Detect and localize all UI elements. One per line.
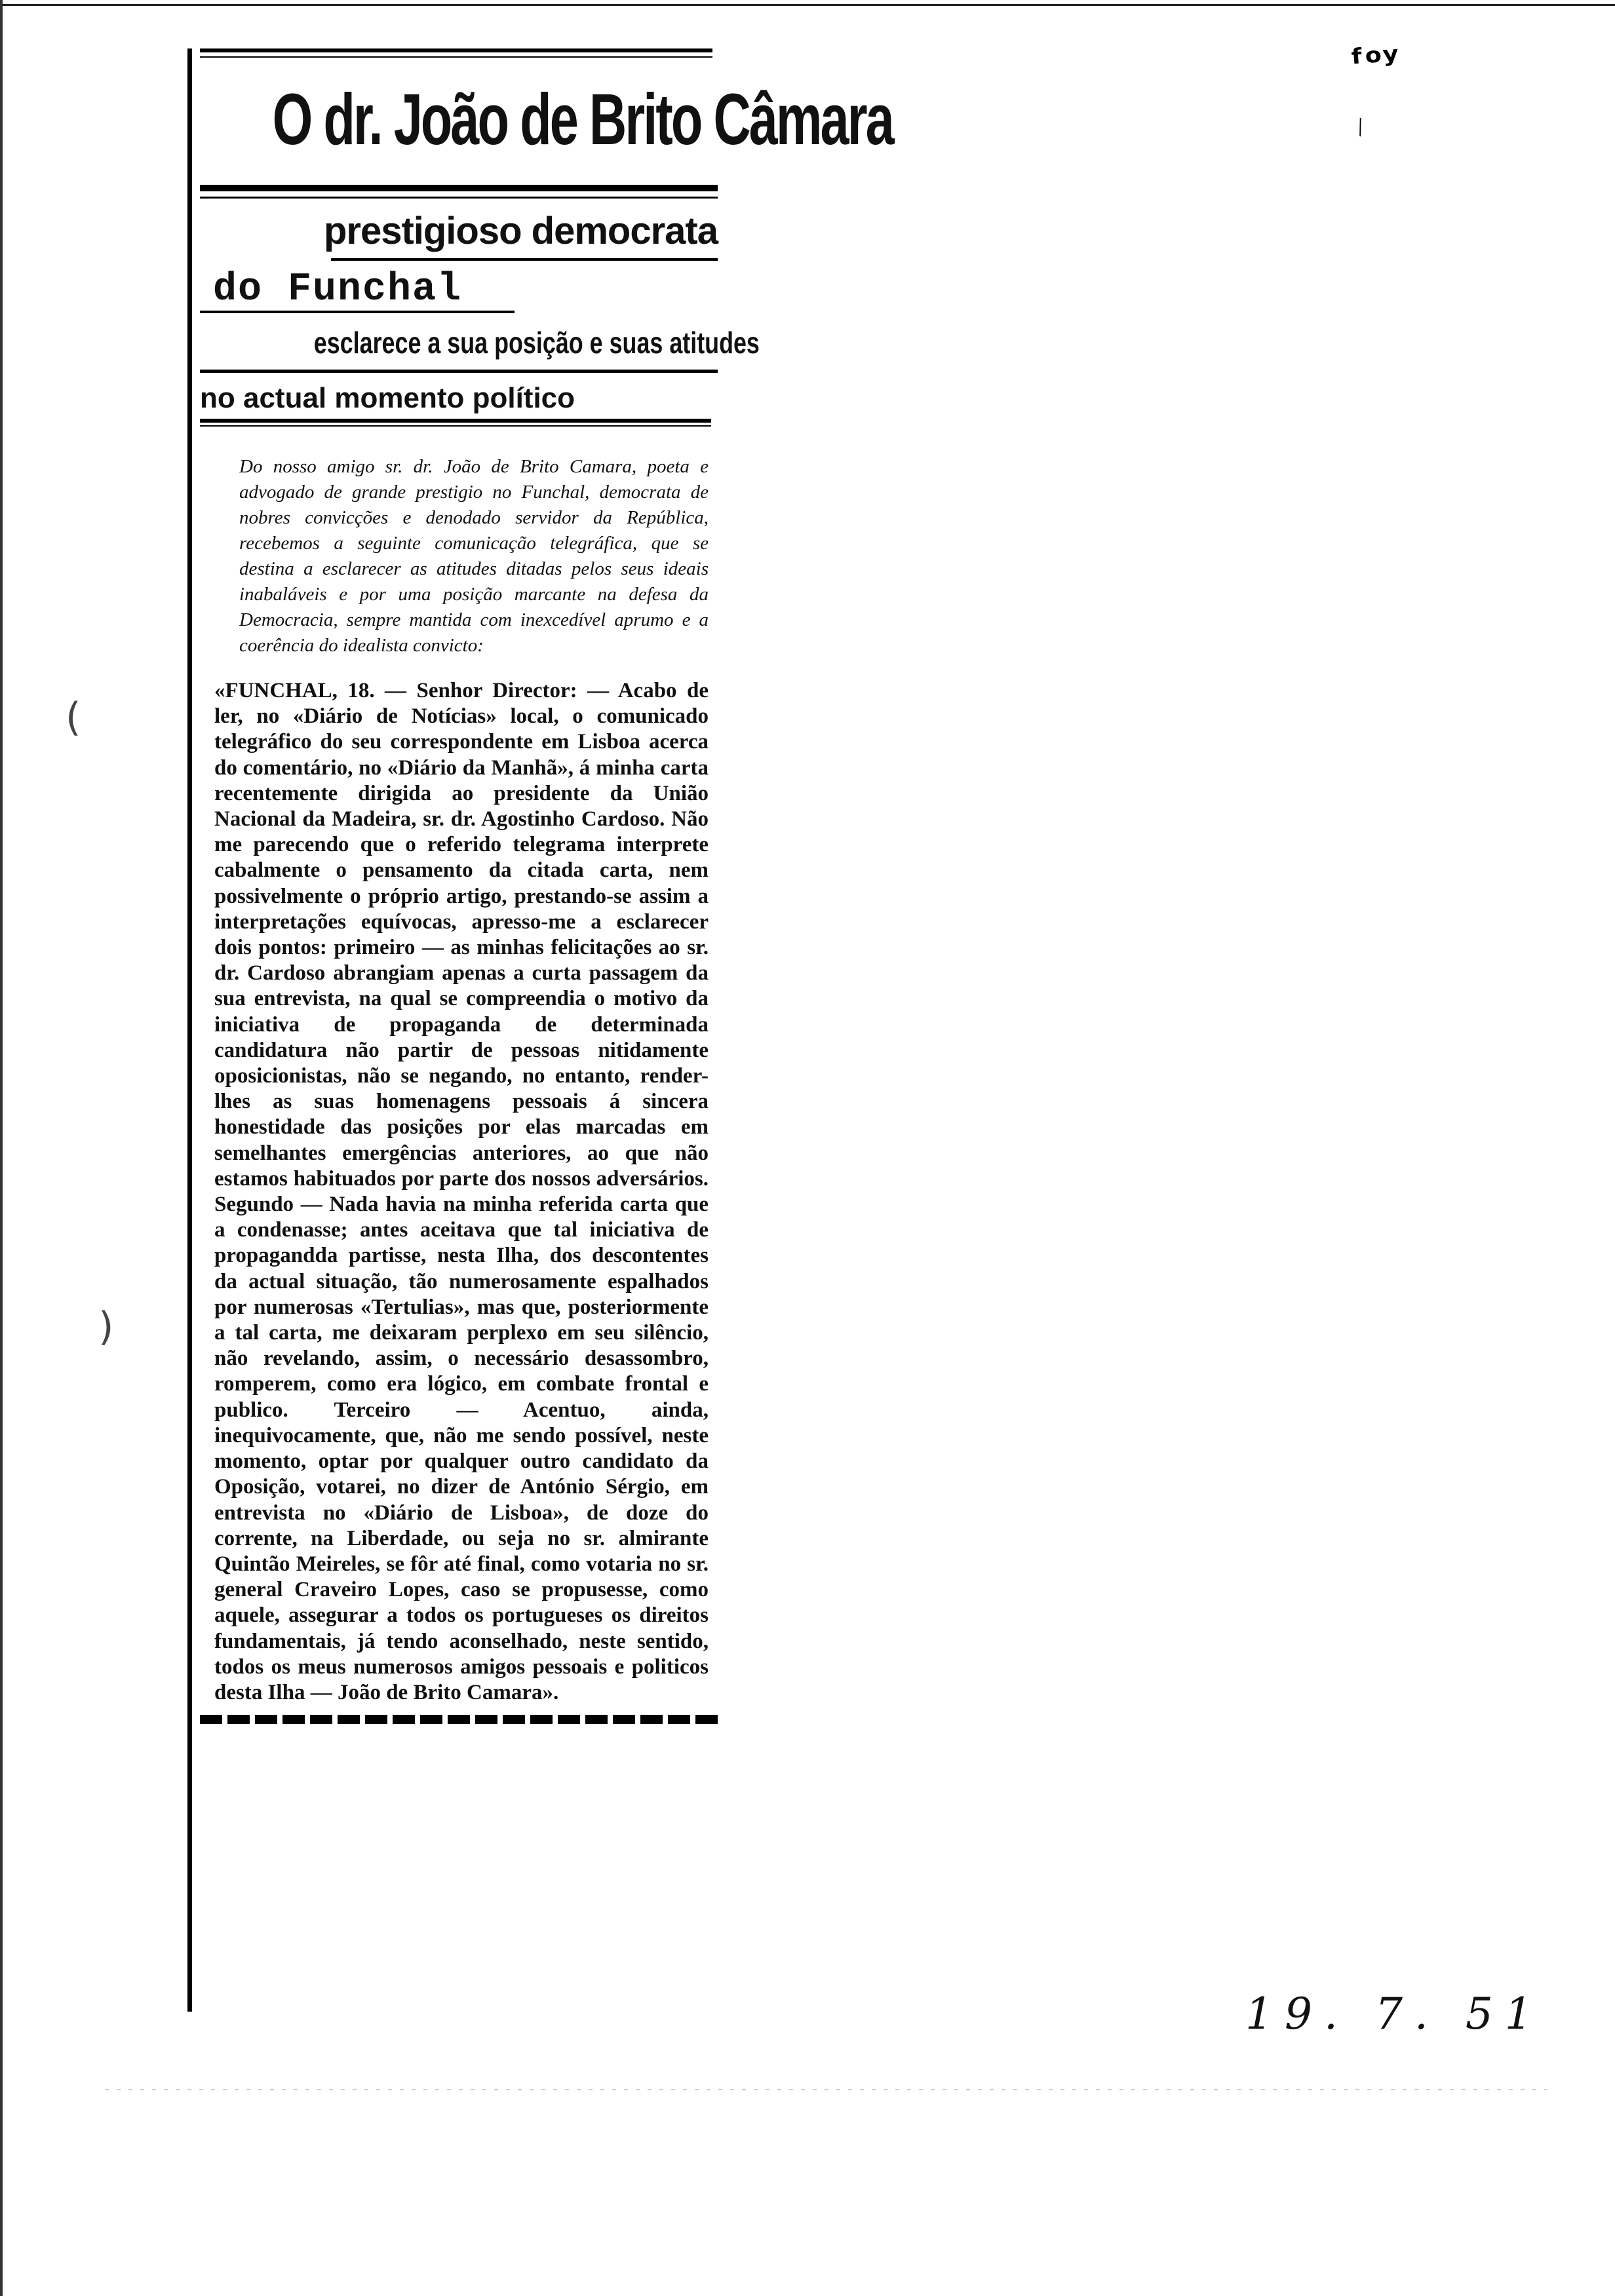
scan-faint-line	[105, 2089, 1547, 2090]
subheadline-1-rule	[331, 258, 718, 261]
article-body: «FUNCHAL, 18. — Senhor Director: — Acabo de ler, no «Diário de Notícias» local, o comunicado telegráfico do seu correspondente em Lisboa acerca do comentário, no «Diário da Manhã», á minha carta recentemente dirigida ao presidente da União Nacional da Madeira, sr. dr. Agostinho Cardoso. Não me parecendo que o referido telegrama interprete cabalmente o pensamento da citada carta, nem possivelmente o próprio artigo, prestando-se assim a interpretações equívocas, apresso-me a esclarecer dois pontos: primeiro — as minhas felicitações ao sr. dr. Cardoso abrangiam apenas a curta passagem da sua entrevista, na qual se compreendia o motivo da iniciativa de propaganda de determinada candidatura não partir de pessoas nitidamente oposicionistas, não se negando, no entanto, render-lhes as suas homenagens pessoais á sincera honestidade das posições por elas marcadas em semelhantes emergências anteriores, ao que não estamos habituados por parte dos nossos adversários. Segundo — Nada havia na minha referida carta que a condenasse; antes aceitava que tal iniciativa de propagandda partisse, nesta Ilha, dos descontentes da actual situação, tão numerosamente espalhados por numerosas «Tertulias», mas que, posteriormente a tal carta, me deixaram perplexo em seu silêncio, não revelando, assim, o necessário desassombro, romperem, como era lógico, em combate frontal e publico. Terceiro — Acentuo, ainda, inequivocamente, que, não me sendo possível, neste momento, optar por qualquer outro candidato da Oposição, votarei, no dizer de António Sérgio, em entrevista no «Diário de Lisboa», de doze do corrente, na Liberdade, ou seja no sr. almirante Quintão Meireles, se fôr até final, como votaria no sr. general Craveiro Lopes, caso se propusesse, como aquele, assegurar a todos os portugueses os direitos fundamentais, já tendo aconselhado, neste sentido, todos os meus numerosos amigos pessoais e politicos desta Ilha — João de Brito Camara».	[214, 679, 709, 1704]
clipping-top-rule-thin	[200, 56, 712, 58]
handwritten-date: 19. 7. 51	[1245, 1989, 1544, 2039]
headline: O dr. João de Brito Câmara	[272, 79, 893, 160]
subheadline-4-rule-thin	[200, 425, 711, 427]
margin-mark-lower: )	[98, 1304, 114, 1350]
subheadline-4-rule	[200, 419, 711, 423]
headline-rule-thin	[200, 197, 718, 199]
subheadline-1: prestigioso democrata	[323, 210, 718, 252]
clipping-bottom-rule	[200, 1715, 718, 1724]
clipping-top-rule	[200, 48, 712, 52]
newspaper-clipping	[187, 48, 893, 2012]
subheadline-3: esclarece a sua posição e suas atitudes	[313, 326, 760, 360]
margin-mark-upper: (	[66, 695, 81, 740]
corner-tick-mark: \	[1352, 111, 1369, 142]
page-top-edge	[0, 0, 1615, 6]
headline-rule	[200, 185, 718, 191]
subheadline-2: do Funchal	[213, 267, 463, 312]
subheadline-4: no actual momento político	[200, 382, 575, 414]
subheadline-3-rule	[200, 370, 718, 373]
intro-paragraph: Do nosso amigo sr. dr. João de Brito Camara, poeta e advogado de grande prestigio no Funchal, democrata de nobres convicções e denodado servidor da República, recebemos a seguinte comunicação telegráfica, que se destina a esclarecer as atitudes ditadas pelos seus ideais inabaláveis e por uma posição marcante na defesa da Democracia, sempre mantida com inexcedível aprumo e a coerência do idealista convicto:	[239, 456, 709, 656]
corner-handwritten-mark: ᶠᵒʸ	[1348, 37, 1401, 86]
page-left-edge	[0, 0, 3, 2296]
